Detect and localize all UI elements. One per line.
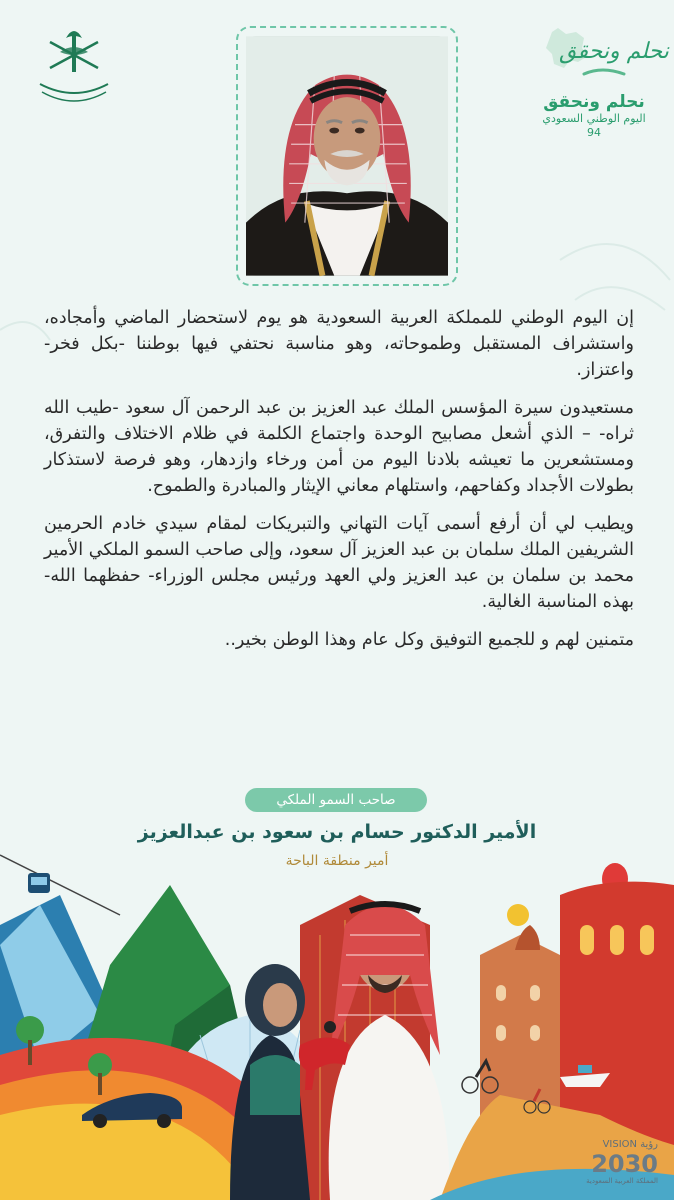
message-paragraph-4: متمنين لهم و للجميع التوفيق وكل عام وهذا الوطن بخير.. [224, 630, 634, 650]
message-body [44, 305, 634, 665]
portrait-frame [236, 26, 458, 286]
saudi-emblem-icon [30, 22, 118, 114]
vision-caption: المملكة العربية السعودية [586, 1177, 658, 1185]
logo-sub-text: اليوم الوطني السعودي 94 [542, 112, 646, 139]
honorific-badge: صاحب السمو الملكي [245, 788, 427, 812]
vision-year: 2030 [591, 1150, 658, 1178]
message-paragraph-3: ويطيب لي أن أرفع أسمى آيات التهاني والتبريكات لمقام سيدي خادم الحرمين الشريفين الملك سلمان بن عبد العزيز آل سعود، وإلى صاحب السمو الملكي الأمير محمد بن سلمان بن عبد العزيز ولي العهد ورئيس مجلس الوزراء- حفظهما الله- بهذه المناسبة الغالية. [44, 514, 634, 612]
portrait-photo [246, 36, 448, 276]
signatory-name: الأمير الدكتور حسام بن سعود بن عبدالعزيز [137, 821, 537, 843]
saudi-emblem [30, 22, 118, 114]
dream-achieve-calligraphy-icon [544, 22, 669, 88]
vision-2030-logo [570, 1139, 658, 1186]
logo-script: نحلم ونحقق [559, 39, 669, 64]
logo-main-text: نحلم ونحقق [543, 92, 645, 112]
national-day-logo [534, 22, 669, 139]
message-paragraph-2: مستعيدون سيرة المؤسس الملك عبد العزيز بن عبد الرحمن آل سعود -طيب الله ثراه- – الذي أشعل مصابيح الوحدة واجتماع الكلمة في ظلام الاختلاف والتفرق، ومستشعرين ما تعيشه بلادنا اليوم من أمن ورخاء وازدهار، وهو فرصة لاستذكار بطولات الأجداد وكفاحهم، واستلهام معاني الإيثار والمبادرة والطموح. [44, 398, 634, 496]
message-paragraph-1: إن اليوم الوطني للمملكة العربية السعودية هو يوم لاستحضار الماضي وأمجاده، واستشراف المستقبل وطموحاته، وهو مناسبة نحتفي فيها بوطننا -بكل فخر- واعتزاز. [44, 308, 634, 380]
signatory-title: أمير منطقة الباحة [285, 853, 389, 869]
vision-label: VISION رؤية [602, 1139, 658, 1150]
